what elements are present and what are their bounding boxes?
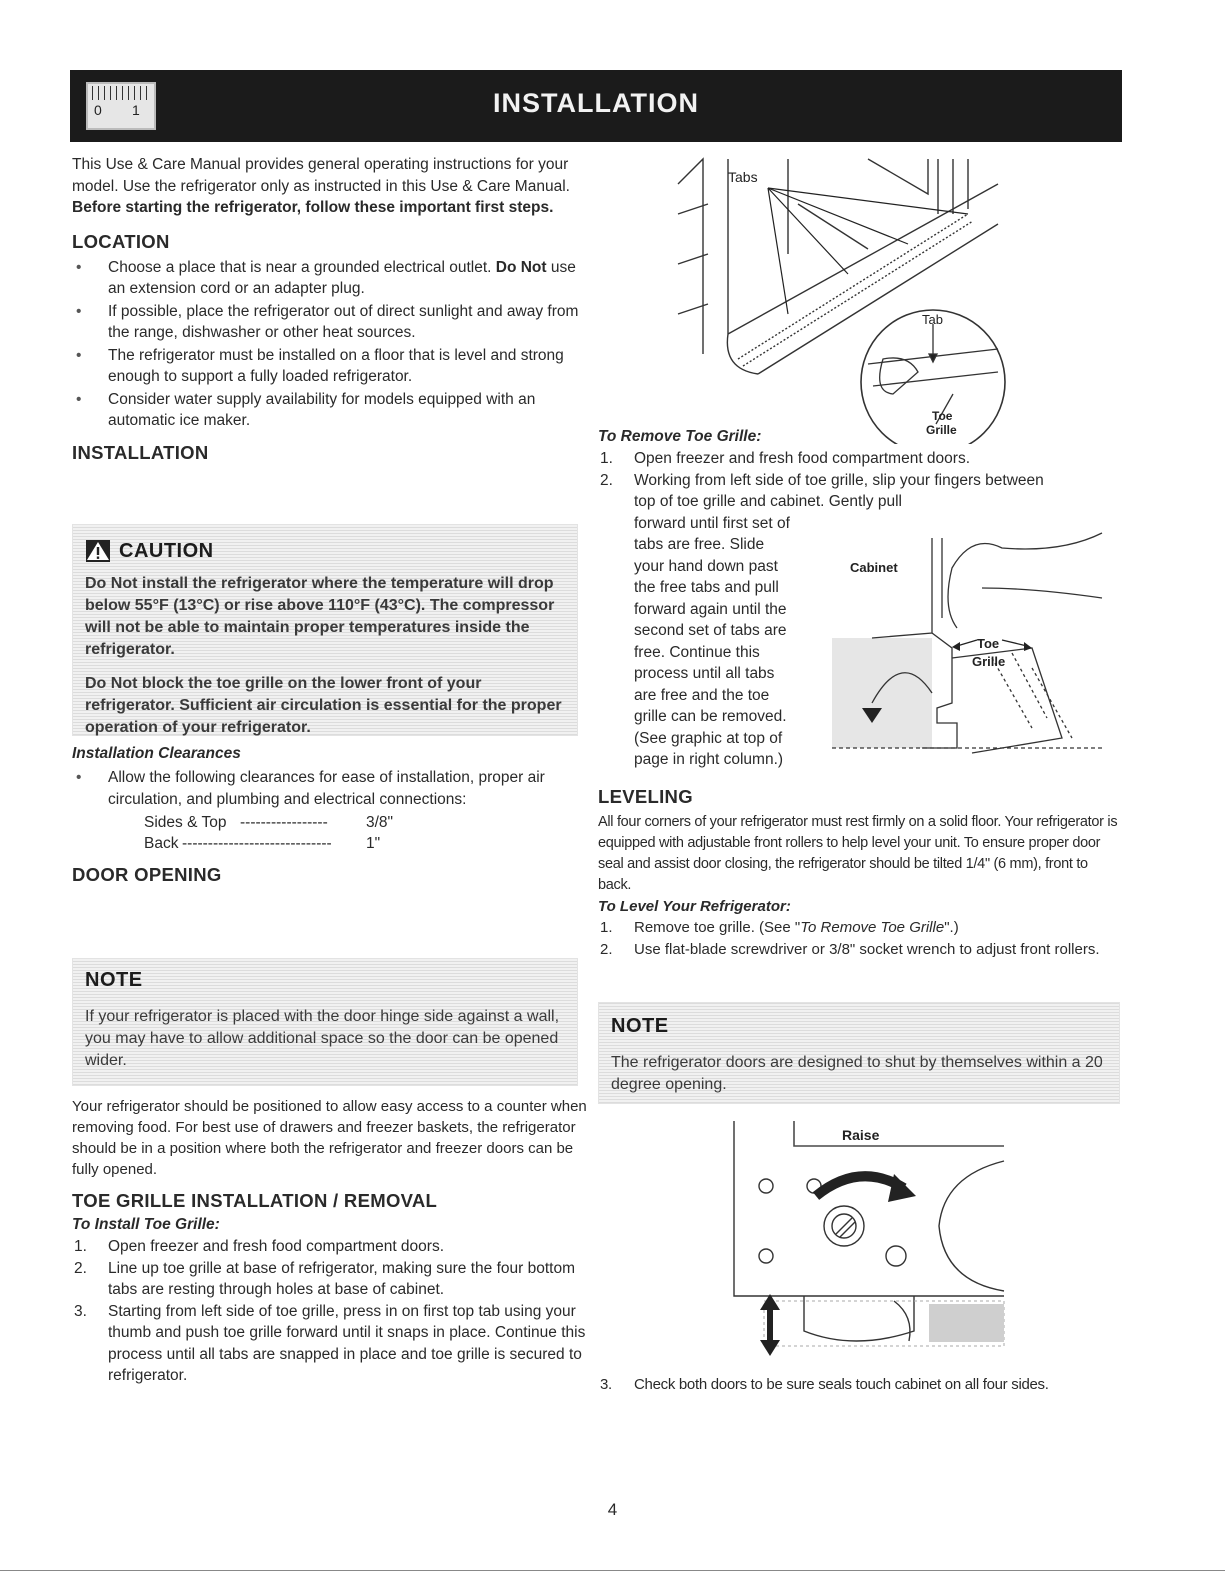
label-toe: Toe — [932, 409, 953, 423]
intro-paragraph — [72, 154, 587, 219]
label-cabinet: Cabinet — [850, 560, 898, 575]
leveling-steps-cont — [598, 1374, 1123, 1396]
caution-title: CAUTION — [119, 539, 214, 562]
list-item: 1. Open freezer and fresh food compartment doors. — [74, 1238, 445, 1255]
door-opening-section — [72, 1096, 587, 1387]
label-tabs: Tabs — [728, 169, 758, 185]
intro-bold: Before starting the refrigerator, follow these important first steps. — [72, 199, 554, 216]
toe-grille-heading: TOE GRILLE INSTALLATION / REMOVAL — [72, 1190, 438, 1211]
remove-steps — [598, 448, 1123, 513]
location-list — [72, 257, 587, 432]
intro-text: This Use & Care Manual provides general operating instructions for your model. Use the refrigerator only as instructed in this Use & Care Manual. — [72, 156, 570, 195]
clearance-row: Back ----------------------------- 1" — [144, 835, 381, 852]
door-note-title: NOTE — [85, 969, 143, 991]
list-item: • If possible, place the refrigerator out of direct sunlight and away from the range, dishwasher or other heat sources. — [72, 301, 587, 344]
page-number: 4 — [607, 1500, 618, 1519]
bottom-rule — [0, 1570, 1225, 1571]
leveling-steps — [598, 917, 1123, 960]
leveling-step-3 — [598, 1374, 1123, 1396]
leveling-heading: LEVELING — [598, 786, 693, 807]
clearances-list — [72, 767, 587, 810]
list-item: 1. Open freezer and fresh food compartment doors. — [600, 450, 971, 467]
list-item: 3. Check both doors to be sure seals touch cabinet on all four sides. — [600, 1376, 1049, 1393]
remove-continued: forward until first set of tabs are free. Slide your hand down past the free tabs and pull forward again until the second set of tabs are free. Continue this process until all tabs are free and the toe grille can be removed. (See graphic at top of page in right column.) — [634, 514, 790, 768]
install-toe-grille-heading: To Install Toe Grille: — [72, 1216, 220, 1233]
leveling-section — [598, 786, 1123, 960]
section-banner — [70, 70, 1122, 142]
clearances-heading: Installation Clearances — [72, 745, 241, 762]
list-item: 3. Starting from left side of toe grille, press in on first top tab using your thumb and push toe grille forward until it snaps in place. Continue this process until all tabs are snapped in place and toe grille is secured to refrigerator. — [74, 1302, 586, 1384]
label-raise: Raise — [842, 1127, 880, 1143]
label-toe: Toe — [977, 636, 1000, 651]
door-note-box — [72, 958, 578, 1086]
toe-grille-tabs-illustration — [668, 154, 1028, 444]
installation-heading: INSTALLATION — [72, 441, 209, 463]
page-title: INSTALLATION — [493, 88, 699, 118]
list-item: 2. Line up toe grille at base of refrigerator, making sure the four bottom tabs are resting through holes at base of cabinet. — [74, 1259, 575, 1298]
remove-toe-grille-heading: To Remove Toe Grille: — [598, 428, 762, 445]
level-refrigerator-heading: To Level Your Refrigerator: — [598, 898, 791, 915]
label-grille: Grille — [972, 654, 1006, 669]
list-item: • Choose a place that is near a grounded electrical outlet. Do Not use an extension cord or an adapter plug. — [72, 257, 587, 300]
list-item: • The refrigerator must be installed on a floor that is level and strong enough to support a fully loaded refrigerator. — [72, 345, 587, 388]
location-heading: LOCATION — [72, 230, 170, 252]
clearances-section — [72, 745, 587, 886]
caution-text-2: Do Not block the toe grille on the lower front of your refrigerator. Sufficient air circulation is essential for the proper operation of your refrigerator. — [85, 675, 562, 736]
leveling-note-title: NOTE — [611, 1015, 669, 1037]
ruler-label-1: 1 — [132, 102, 140, 118]
raise-roller-illustration — [684, 1116, 1014, 1356]
install-steps — [72, 1236, 587, 1387]
list-item: 2. Use flat-blade screwdriver or 3/8" socket wrench to adjust front rollers. — [600, 940, 1100, 958]
list-item: • Consider water supply availability for models equipped with an automatic ice maker. — [72, 389, 587, 432]
hand-remove-grille-illustration — [832, 528, 1104, 778]
warning-icon — [85, 539, 111, 563]
clearances-table — [72, 812, 587, 854]
label-tab: Tab — [922, 312, 943, 327]
caution-text-1: Do Not install the refrigerator where the temperature will drop below 55°F (13°C) or rise above 110°F (43°C). The compressor will not be able to maintain proper temperatures inside the refrigerator. — [85, 575, 555, 658]
list-item: • Allow the following clearances for ease of installation, proper air circulation, and plumbing and electrical connections: — [72, 767, 587, 810]
door-opening-paragraph: Your refrigerator should be positioned to allow easy access to a counter when removing food. For best use of drawers and freezer baskets, the refrigerator should be in a position where both the refrigerator and freezer doors can be fully opened. — [72, 1098, 587, 1178]
leveling-note-box — [598, 1002, 1120, 1104]
left-column — [72, 154, 587, 464]
list-item: 1. Remove toe grille. (See "To Remove Toe Grille".) — [600, 919, 959, 936]
label-grille: Grille — [926, 423, 957, 437]
list-item: 2. Working from left side of toe grille, slip your fingers between top of toe grille and cabinet. Gently pull — [600, 471, 1044, 510]
door-note-text: If your refrigerator is placed with the door hinge side against a wall, you may have to allow additional space so the door can be opened wider. — [85, 1008, 560, 1069]
clearance-row: Sides & Top ----------------- 3/8" — [144, 814, 394, 831]
caution-box — [72, 524, 578, 736]
leveling-paragraph: All four corners of your refrigerator must rest firmly on a solid floor. Your refrigerator is equipped with adjustable front rollers to help level your unit. To ensure proper door seal and assist door closing, the refrigerator should be tilted 1/4" (6 mm), front to back. — [598, 814, 1118, 893]
ruler-label-0: 0 — [94, 102, 102, 118]
door-opening-heading: DOOR OPENING — [72, 864, 222, 885]
leveling-note-text: The refrigerator doors are designed to shut by themselves within a 20 degree opening. — [611, 1054, 1103, 1093]
